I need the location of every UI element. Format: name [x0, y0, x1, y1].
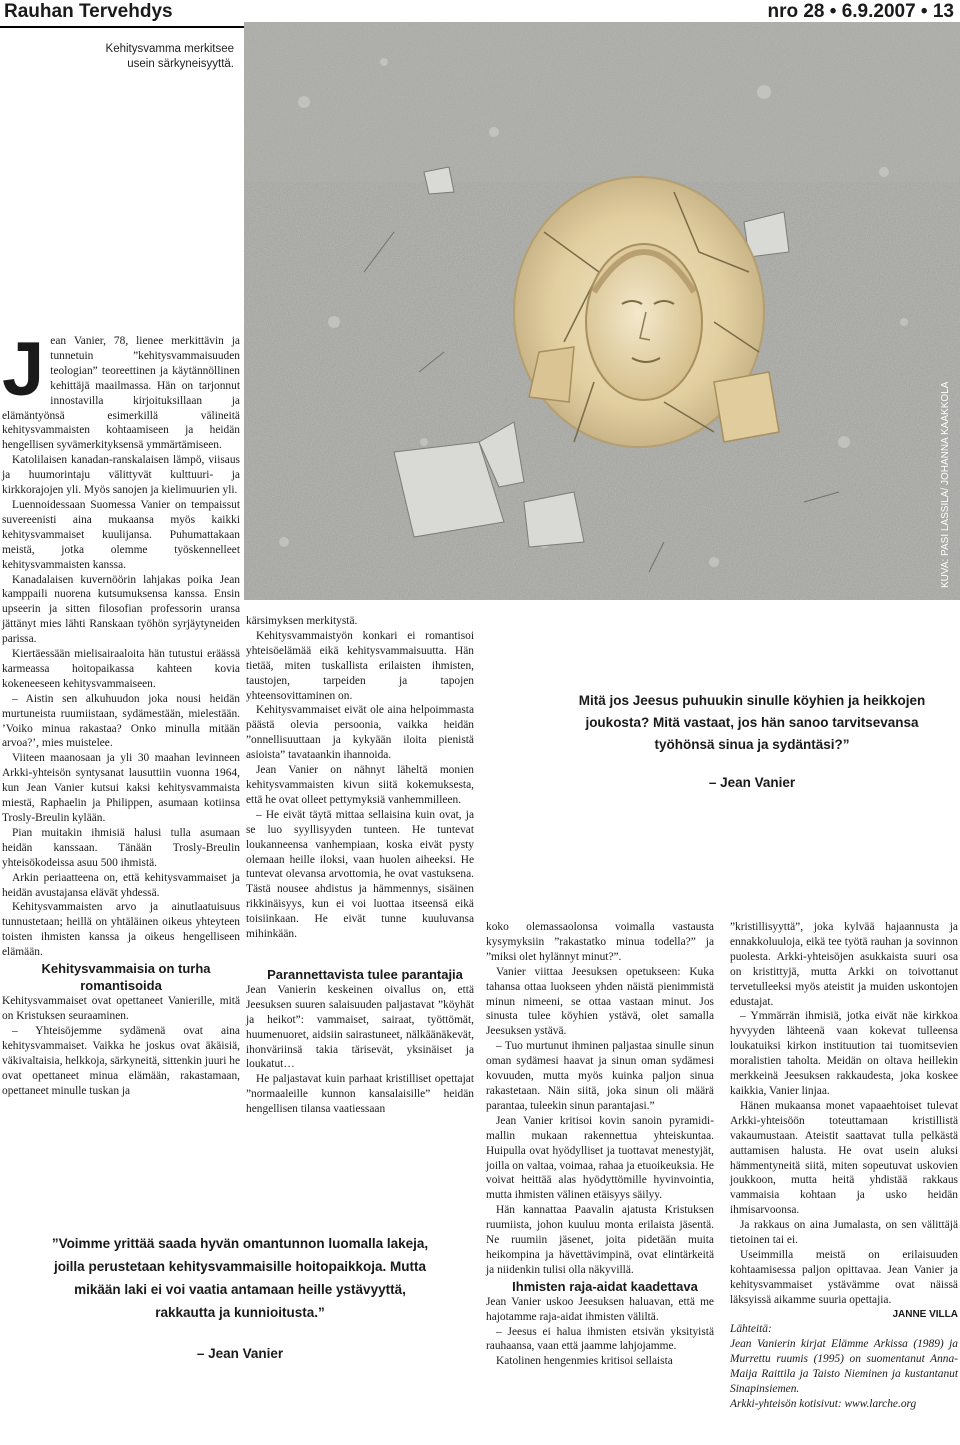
paragraph: – Yhteisöjemme sydämenä ovat aina kehitysvammaiset. Vaikka he joskus ovat äkäisiä, väkivaltaisia, helkkoja, särkyneitä, sittenkin juuri he ovat opettaneet minua elämään, rakastamaan, opettaneet minulle tuskan ja [2, 1024, 240, 1097]
paragraph: Kehitysvammaiset ovat opettaneet Vanierille, mitä on Kristuksen seuraaminen. [2, 995, 240, 1022]
paragraph: – Tuo murtunut ihminen paljastaa sinulle sinun oman sydämesi haavat ja sinun oman sydämesi kovuuden, mutta myös kuinka paljon sinua rakastetaan. Näin siitä, joka sinun oli määrä parantaa, tuleekin sinun parantajasi.” [486, 1040, 714, 1112]
paragraph: Kehitysvammaisten arvo ja ainutlaatuisuus tunnustetaan; heillä on yhtäläinen oikeus yhteyteen toisten ihmisten kanssa ja oikeus hengelliseen elämään. [2, 901, 240, 959]
paragraph: Kanadalaisen kuvernöörin lahjakas poika Jean kamppaili nuorena kutsumuksensa kanssa. Ensin upseerin ja sitten filosofian professorin uransa jättänyt mies lähti Ranskaan työhön syrjäytyneiden parissa. [2, 573, 240, 646]
pull-quote-bottom [50, 1232, 430, 1365]
pull-quote-author: – Jean Vanier [196, 1346, 284, 1361]
photo-credit-text: KUVA: PASI LASSILA/ JOHANNA KAAKKOLA [940, 381, 951, 588]
paragraph: Katolinen hengenmies kritisoi sellaista [496, 1355, 673, 1368]
drop-cap: J [2, 327, 45, 412]
paragraph: ean Vanier, 78, lienee merkittävin ja tunnetuin ”kehitysvammaisuuden teologian” teoreettinen ja käytännöllinen kehittäjä maailmassa. Hän on tarjonnut innostavilla kirjoituksillaan ja elämäntyönsä esimerkillä välineitä kehitysvammaisten kohtaamiseen ja heidän hengellisen syvämerkityksensä ymmärtämiseen. [2, 335, 240, 452]
pull-quote-text: Mitä jos Jeesus puhuukin sinulle köyhien ja heikkojen joukosta? Mitä vastaat, jos hän sanoo tarvitsevansa työhönsä sinua ja sydäntäsi?” [578, 693, 926, 752]
paragraph: Hän kannattaa Paavalin ajatusta Kristuksen ruumiista, johon kuuluu monta erilaista jäsentä. Ne ruumiin jäsenet, joita pidetään muita heikompina ja hävettävimpinä, ovat elintärkeitä ja niidenkin tulisi olla näkyvillä. [486, 1204, 714, 1276]
pull-quote-right [578, 690, 926, 794]
sources-label: Lähteitä: [730, 1323, 772, 1336]
paragraph: – Aistin sen alkuhuudon joka nousi heidän murtuneista ruumiistaan, sydämestään, mielestään. ’Voiko minua rakastaa? Onko minulla mitään arvoa?’, mies muistelee. [2, 692, 240, 750]
photo-broken-relief [244, 22, 960, 600]
paragraph: – Jeesus ei halua ihmisten etsivän yksityistä rauhaansa, vaan että jaamme lahjojamme. [486, 1325, 714, 1353]
pull-quote-author: – Jean Vanier [708, 775, 796, 790]
subheading: Parannettavista tulee parantajia [267, 966, 463, 982]
article-column-4 [730, 920, 958, 1412]
paragraph: – Ymmärrän ihmisiä, jotka eivät näe kirkkoa hyvyyden lähteenä vaan kokevat tulleensa loukatuiksi kirkon instituution tai tuomitsevien moralistien taholta. Meidän on oltava heillekin merkkeinä Jeesuksen rakkaudesta, joka koskee kaikkia, Vanier linjaa. [730, 1010, 958, 1097]
issue-info: nro 28 • 6.9.2007 • 13 [767, 1, 954, 22]
subheading: Kehitysvammaisia on turha romantisoida [41, 961, 211, 994]
article-column-1 [2, 327, 240, 1098]
paragraph: – He eivät täytä mittaa sellaisina kuin ovat, ja se luo syyllisyyden tunteen. He tuntevat loukanneensa vanhempiaan, koska eivät pysty olemaan heille iloksi, vaan huolen aiheeksi. He tuntevat olevansa arvottomia, he ovat vastuksena. Tästä nousee ahdistus ja hämmennys, sisäinen rikkinäisyys, kun ei voi luottaa itseensä eikä toisiinkaan. He eivät tunne kuuluvansa mihinkään. [246, 808, 474, 941]
paragraph: Katolilaisen kanadan-ranskalaisen lämpö, viisaus ja huumorintaju välittyvät kulttuuri- ja kirkkorajojen yli. Myös sanojen ja kielimuurien yli. [2, 454, 240, 497]
sources-text: Jean Vanierin kirjat Elämme Arkissa (1989) ja Murrettu ruumis (1995) on suomentanut Anna-Maija Raittila ja Taisto Nieminen ja kustantanut Sinapinsiemen. [730, 1338, 958, 1396]
paragraph: Jean Vanier kritisoi kovin sanoin pyramidi-mallin mukaan rakennettua yhteiskuntaa. Huipulla ovat hyödylliset ja tuottavat menestyjät, joilla on valtaa, voimaa, rahaa ja etuoikeuksia. He voivat heittää alas hyödyttömille hyvinvointia, mutta ihmisten välinen etäisyys säilyy. [486, 1114, 714, 1202]
paragraph: kärsimyksen merkitystä. [246, 615, 358, 627]
paragraph: Hänen mukaansa monet vapaaehtoiset tulevat Arkki-yhteisöön toteuttamaan kristillistä vakaumustaan. Ateistit saattavat tulla pelkästä auttamisen halusta. He ovat usein aluksi hämmentyneitä siitä, miten sopeutuvat uskovien joukkoon, mutta heitä yhdistää rakkaus vammaisia kohtaan ja usko heidän ihmisarvoonsa. [730, 1099, 958, 1217]
photo-credit [937, 360, 951, 590]
paragraph: Luennoidessaan Suomessa Vanier on tempaissut suvereenisti aina mukaansa myös kaikki kehitysvammaiset kuulijansa. Puhumattakaan meistä, jotka olemme työskennelleet kehitysvammaisten kanssa. [2, 498, 240, 571]
article-column-3 [486, 920, 714, 1369]
author-signature: JANNE VILLA [892, 1308, 958, 1320]
section-title: Rauhan Tervehdys [4, 1, 173, 22]
paragraph: Useimmilla meistä on erilaisuuden kohtaamisessa paljon opittavaa. Jean Vanier ja kehitysvammaiset ystävämme ovat näissä läksyissä aikamme suuria opettajia. [730, 1248, 958, 1306]
paragraph: Kiertäessään mielisairaaloita hän tutustui eräässä karmeassa hoitopaikassa kahteen kovia kokeneeseen kehitysvammaiseen. [2, 648, 240, 690]
paragraph: Pian muitakin ihmisiä halusi tulla asumaan heidän kanssaan. Tänään Trosly-Breulin yhteisökodeissa asuu 500 ihmistä. [2, 826, 240, 869]
paragraph: Viiteen maanosaan ja yli 30 maahan levinneen Arkki-yhteisön syntysanat lausuttiin vuonna 1964, kun Jean Vanier kutsui kaksi kehitysvammaista miestä, Raphaelin ja Philippen, asumaan kotiinsa Trosly-Breulin kylään. [2, 752, 240, 824]
subheading: Ihmisten raja-aidat kaadettava [512, 1278, 698, 1294]
sources-website: Arkki-yhteisön kotisivut: www.larche.org [730, 1398, 917, 1410]
paragraph: Ja rakkaus on aina Jumalasta, on sen välittäjä tietoinen tai ei. [730, 1219, 958, 1247]
paragraph: Arkin periaatteena on, että kehitysvammaiset ja heidän avustajansa elävät yhdessä. [2, 871, 240, 899]
paragraph: koko olemassaolonsa voimalla vastausta kysymyksiin ”rakastatko minua todella?” ja ”miksi olet hylännyt minut?”. [486, 921, 714, 963]
paragraph: Jean Vanier uskoo Jeesuksen haluavan, että me hajotamme raja-aidat ihmisten väliltä. [486, 1295, 714, 1323]
paragraph: Kehitysvammaistyön konkari ei romantisoi yhteisöelämää eikä kehitysvammaisuutta. Hän tietää, miten tuskallista erilaisten ihmisten, taustojen, tarpeiden ja tapojen yhteensovittaminen on. [246, 629, 474, 702]
article-column-2 [246, 614, 474, 1117]
pull-quote-text: ”Voimme yrittää saada hyvän omantunnon luomalla lakeja, joilla perustetaan kehitysvammaisille hoitopaikkoja. Mutta mikään laki ei voi vaatia antamaan heille ystävyyttä, rakkautta ja kunnioitusta.” [51, 1236, 429, 1320]
paragraph: He paljastavat kuin parhaat kristilliset opettajat ”normaaleille kunnon kansalaisille” heidän hengellisen tilansa vaatiessaan [246, 1073, 474, 1116]
paragraph: Jean Vanierin keskeinen oivallus on, että Jeesuksen suuren salaisuuden paljastavat ”köyhät ja heikot”: vammaiset, sairaat, työttömät, huumenuoret, aidsiin sairastuneet, nälkäänäkevät, ihonväriinsä takia tärisevät, yksinäiset ja loukatut… [246, 983, 474, 1071]
photo-caption: Kehitysvamma merkitsee usein särkyneisyyttä. [105, 43, 234, 70]
paragraph: ”kristillisyyttä”, joka kylvää hajaannusta ja ennakkoluuloja, eikä tee työtä rauhan ja sovinnon puolesta. Arkki-yhteisöjen asukkaista suuri osa on kristittyjä, mutta Arkki on toivottanut tervetulleeksi myös ateistit ja muiden uskontojen edustajat. [730, 921, 958, 1008]
paragraph: Jean Vanier on nähnyt läheltä monien kehitysvammaisten kivun siitä kokemuksesta, että he ovat olleet pettymyksiä vanhemmilleen. [246, 764, 474, 806]
paragraph: Vanier viittaa Jeesuksen opetukseen: Kuka tahansa ottaa luokseen yhden näistä pienimmistä minun nimeeni, se ottaa vastaan minut. Jos sinusta tulee köyhien ystävä, olet samalla Jeesuksen ystävä. [486, 965, 714, 1038]
paragraph: Kehitysvammaiset eivät ole aina helpoimmasta päästä olevia persoonia, vaikka heidän ”onnellisuuttaan ja kykyään iloita pienistä asioista” tavataankin ihannoida. [246, 704, 474, 762]
